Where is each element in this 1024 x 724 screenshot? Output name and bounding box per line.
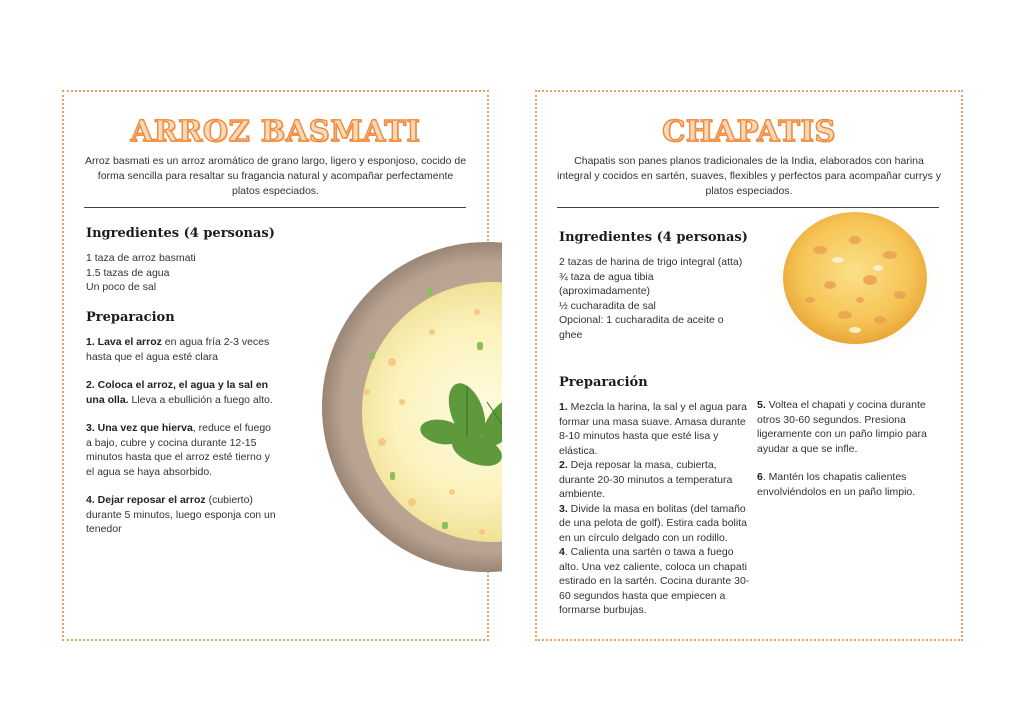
step-item: 2. Deja reposar la masa, cubierta, durante 20-30 minutos a temperatura ambiente.: [559, 459, 733, 500]
divider: [84, 207, 466, 208]
preparation-heading: Preparación: [559, 375, 648, 390]
ingredients-heading: Ingredientes (4 personas): [559, 230, 748, 245]
recipe-title: ARROZ BASMATI: [130, 114, 421, 148]
step-item: 1. Mezcla la harina, la sal y el agua para formar una masa suave. Amasa durante 8-10 minutos hasta que esté lisa y elástica.: [559, 401, 747, 457]
ingredients-list: [559, 255, 744, 342]
ingredient-item: 2 tazas de harina de trigo integral (atta): [559, 256, 743, 268]
ingredients-list: [86, 251, 286, 295]
ingredient-item: 1.5 tazas de agua: [86, 266, 170, 279]
ingredient-item: Opcional: 1 cucharadita de aceite o ghee: [559, 314, 724, 341]
step-item: 4. Calienta una sartén o tawa a fuego alto. Una vez caliente, coloca un chapati estirado en la sartén. Cocina durante 30-60 segundos hasta que empiecen a formarse burbujas.: [559, 546, 750, 616]
ingredients-heading: Ingredientes (4 personas): [86, 226, 275, 241]
chapati-illustration: [760, 200, 950, 360]
preparation-steps: [86, 335, 278, 551]
preparation-heading: Preparacion: [86, 310, 175, 325]
ingredient-item: Un poco de sal: [86, 281, 157, 293]
preparation-steps-col1: [559, 400, 751, 618]
step-item: 3. Divide la masa en bolitas (del tamaño de una pelota de golf). Estira cada bolita en un círculo delgado con un rodillo.: [559, 502, 747, 544]
step-item: 1. Lava el arroz en agua fría 2-3 veces hasta que el agua esté clara: [86, 336, 270, 363]
recipe-intro: Arroz basmati es un arroz aromático de grano largo, ligero y esponjoso, cocido de forma sencilla para resaltar su fragancia natural y acompañar perfectamente platos especiados.: [84, 155, 467, 197]
step-item: 5. Voltea el chapati y cocina durante otros 30-60 segundos. Presiona ligeramente con un paño limpio para ayudar a que se infle.: [757, 399, 927, 455]
ingredient-item: 1 taza de arroz basmati: [86, 252, 196, 264]
step-item: 6. Mantén los chapatis calientes envolviéndolos en un paño limpio.: [757, 471, 916, 498]
step-item: 4. Dejar reposar el arroz (cubierto) durante 5 minutos, luego esponja con un tenedor: [86, 494, 276, 535]
ingredient-item: ½ cucharadita de sal: [559, 299, 656, 312]
step-item: 2. Coloca el arroz, el agua y la sal en una olla. Lleva a ebullición a fuego alto.: [86, 379, 273, 406]
step-item: 3. Una vez que hierva, reduce el fuego a bajo, cubre y cocina durante 12-15 minutos hasta que el arroz esté tierno y el agua se haya absorbido.: [86, 422, 272, 478]
recipe-title: CHAPATIS: [662, 114, 836, 148]
preparation-steps-col2: [757, 398, 937, 513]
recipe-intro: Chapatis son panes planos tradicionales de la India, elaborados con harina integral y cocidos en sartén, suaves, flexibles y perfectos para acompañar currys y platos especiados.: [557, 155, 942, 197]
recipe-card-chapatis: [535, 90, 963, 641]
ingredient-item: ¾ taza de agua tibia (aproximadamente): [559, 270, 654, 297]
